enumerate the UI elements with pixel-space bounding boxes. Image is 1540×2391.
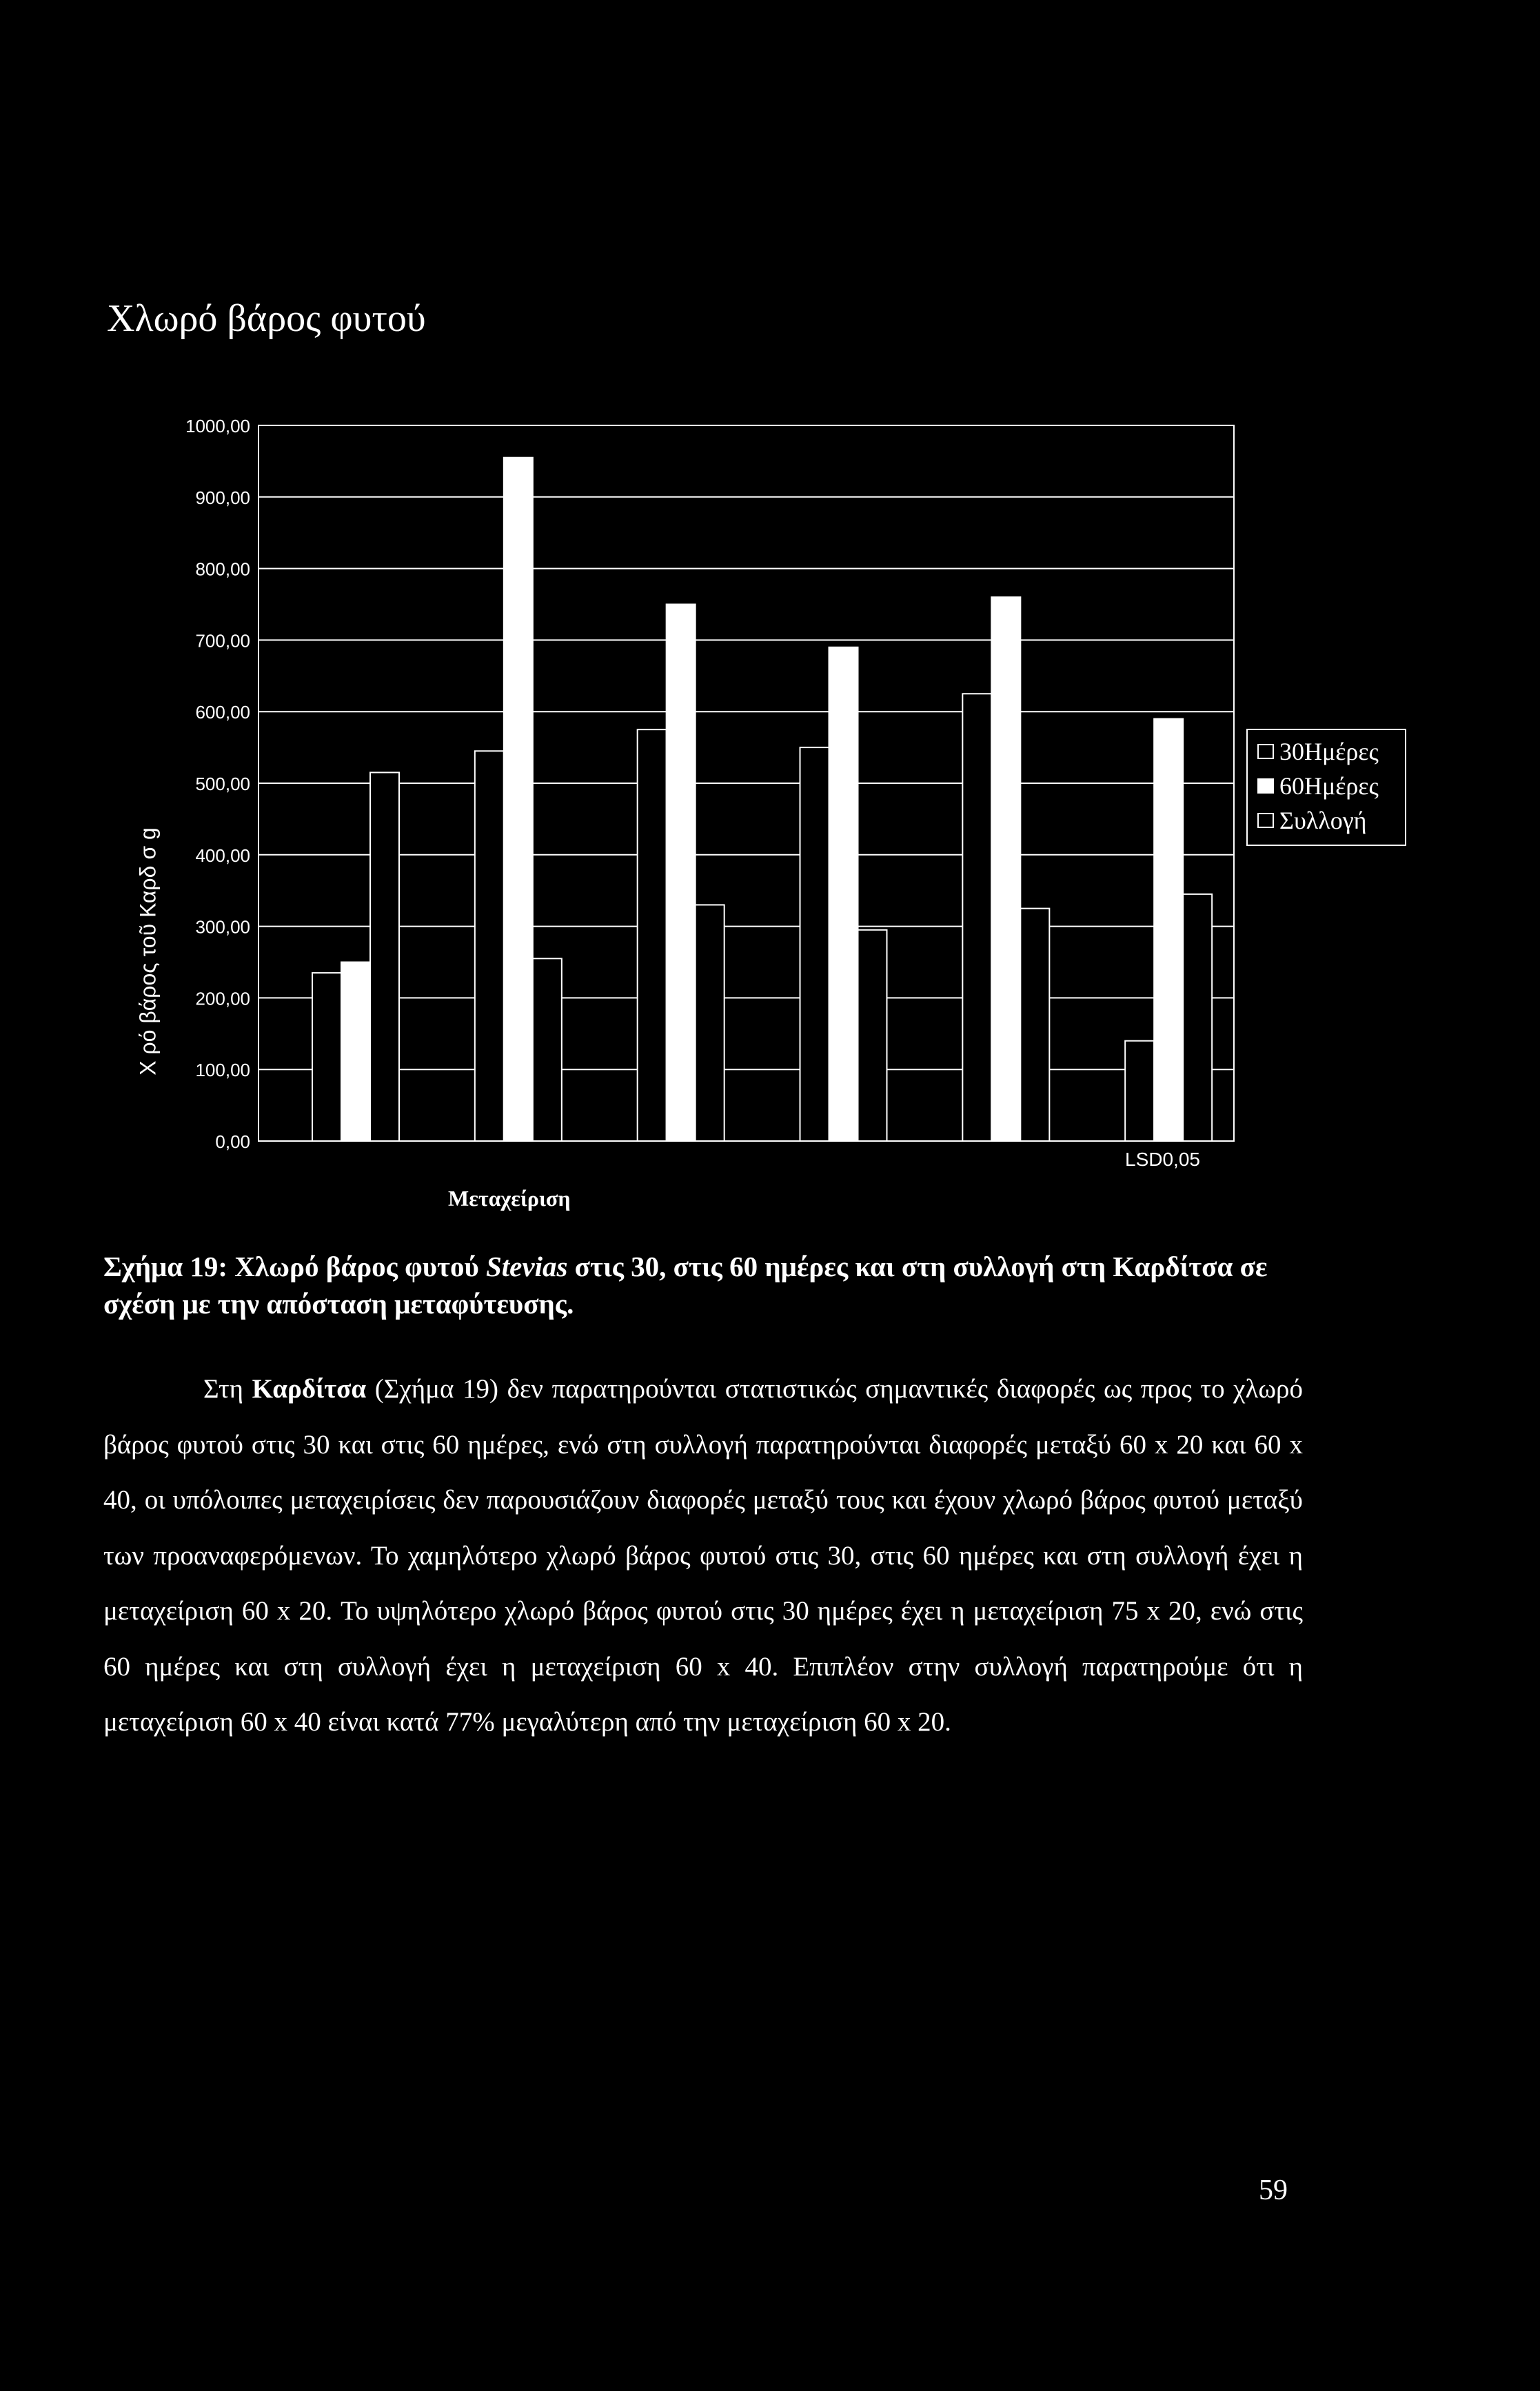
legend-label: 30Ημέρες (1279, 738, 1379, 765)
bar (1020, 909, 1049, 1141)
bar (504, 458, 533, 1141)
caption-italic: Stevias (485, 1251, 568, 1282)
bar (1125, 1041, 1154, 1141)
legend-label: 60Ημέρες (1279, 772, 1379, 800)
y-tick-label: 500,00 (195, 774, 250, 794)
caption-lead: Σχήμα 19: Χλωρό βάρος φυτού (103, 1251, 486, 1282)
lsd-annotation: LSD0,05 (1125, 1149, 1200, 1170)
legend-swatch (1257, 813, 1274, 828)
y-tick-label: 100,00 (195, 1060, 250, 1081)
bar (667, 605, 696, 1142)
y-tick-label: 600,00 (195, 702, 250, 723)
x-axis-label: Μεταχείριση (448, 1186, 571, 1211)
chart-legend (1246, 729, 1406, 846)
bar (800, 747, 829, 1141)
body-bold: Καρδίτσα (252, 1374, 367, 1404)
legend-label: Συλλογή (1279, 807, 1367, 834)
legend-item-30 (1257, 734, 1405, 769)
y-tick-label: 700,00 (195, 630, 250, 652)
y-tick-label: 0,00 (215, 1131, 250, 1152)
bar (341, 962, 370, 1142)
bar (858, 930, 887, 1141)
legend-item-harvest (1257, 803, 1405, 838)
legend-swatch (1257, 744, 1274, 759)
bar (1183, 894, 1212, 1141)
y-tick-label: 1000,00 (185, 416, 250, 436)
bar (696, 905, 725, 1141)
bar (829, 647, 858, 1141)
y-tick-label: 400,00 (195, 845, 250, 866)
legend-item-60 (1257, 769, 1405, 803)
bar (962, 694, 991, 1141)
chart-title: Χλωρό βάρος φυτού (107, 297, 426, 340)
body-paragraph (103, 1362, 1303, 1751)
bar (475, 751, 504, 1141)
y-tick-label: 800,00 (195, 558, 250, 580)
y-tick-label: 300,00 (195, 916, 250, 938)
y-tick-label: 200,00 (195, 988, 250, 1009)
bar (638, 729, 667, 1141)
y-axis-label: Χ ρό βάρος τοῦ Καρδ σ g (135, 827, 161, 1076)
bar (991, 597, 1020, 1141)
bar (1154, 719, 1183, 1141)
bar (370, 772, 399, 1141)
figure-caption (103, 1248, 1303, 1322)
body-text: (Σχήμα 19) δεν παρατηρούνται στατιστικώς σημαντικές διαφορές ως προς το χλωρό βάρος φυτού στις 30 και στις 60 ημέρες, ενώ στη συλλογή παρατηρούνται διαφορές μεταξύ 60 x 20 και 60 x 40, οι υπόλοιπες μεταχειρίσεις δεν παρουσιάζουν διαφορές μεταξύ τους και έχουν χλωρό βάρος φυτού μεταξύ των προαναφερόμενων. Το χαμηλότερο χλωρό βάρος φυτού στις 30, στις 60 ημέρες και στη συλλογή έχει η μεταχείριση 60 x 20. Το υψηλότερο χλωρό βάρος φυτού στις 30 ημέρες έχει η μεταχείριση 75 x 20, ενώ στις 60 ημέρες και στη συλλογή έχει η μεταχείριση 60 x 40. Επιπλέον στην συλλογή παρατηρούμε ότι η μεταχείριση 60 x 40 είναι κατά 77% μεγαλύτερη από την μεταχείριση 60 x 20. (103, 1374, 1303, 1737)
caption-rest: στις 30, στις 60 ημέρες και στη συλλογή στη Καρδίτσα σε σχέση με την απόσταση μεταφύτευσης. (103, 1251, 1268, 1320)
body-start: Στη (203, 1374, 252, 1404)
page-number: 59 (1259, 2175, 1288, 2206)
legend-swatch (1257, 778, 1274, 794)
y-tick-label: 900,00 (195, 487, 250, 508)
bar (533, 958, 562, 1141)
bar (312, 973, 341, 1141)
